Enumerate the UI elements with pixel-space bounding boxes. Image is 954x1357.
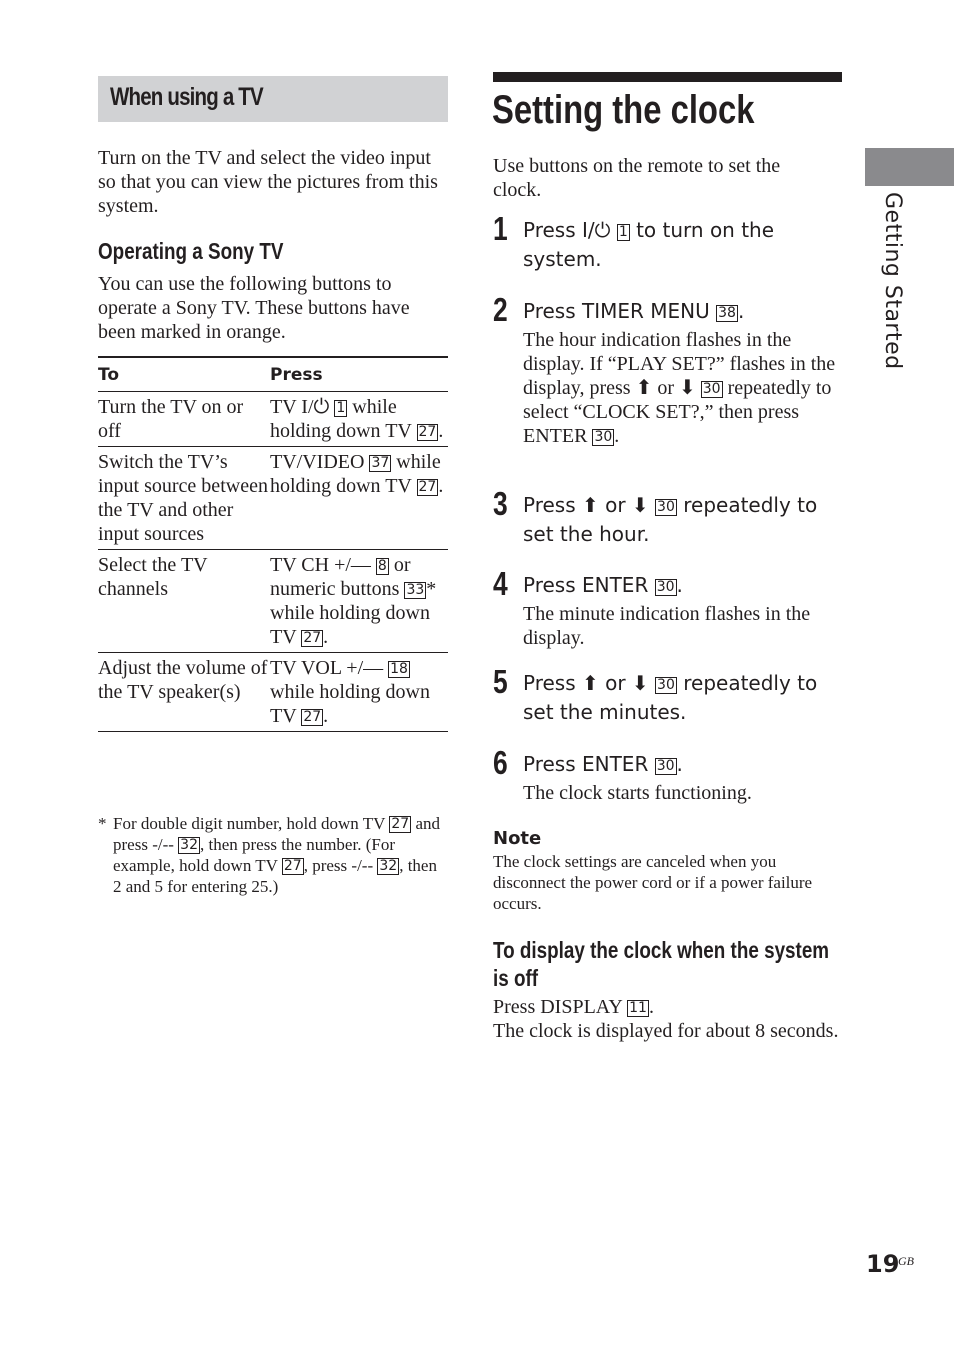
button-number-badge: 30 — [656, 758, 675, 774]
display-clock-heading: To display the clock when the system is off — [493, 937, 830, 991]
display-line-2: The clock is displayed for about 8 seconds. — [493, 1020, 839, 1042]
cell-text: TV I/⏻ — [270, 396, 335, 418]
table-header-row — [98, 357, 448, 392]
step-segment: Press I/⏻ — [523, 218, 617, 242]
step-detail: The minute indication flashes in the display. — [523, 603, 811, 649]
page-number-suffix: GB — [898, 1254, 914, 1268]
page-number: 19 — [866, 1250, 900, 1278]
cell-text: . — [323, 705, 329, 727]
step-text — [523, 297, 845, 326]
cell-to: Switch the TV’s input source between the TV and other input sources — [98, 447, 270, 550]
step-segment: repeatedly to select “CLOCK SET?,” then press ENTER — [523, 377, 832, 447]
table-row — [98, 447, 448, 550]
cell-to: Adjust the volume of the TV speaker(s) — [98, 653, 270, 732]
step-4 — [493, 565, 845, 650]
cell-text: . — [438, 420, 444, 442]
step-text — [523, 750, 845, 779]
cell-press — [270, 550, 448, 653]
table-row — [98, 392, 448, 447]
button-number-badge: 27 — [418, 479, 437, 495]
step-3 — [493, 485, 845, 549]
step-segment: . — [676, 752, 683, 776]
page-title: Setting the clock — [492, 88, 755, 132]
step-text — [523, 571, 845, 600]
button-number-badge: 11 — [629, 1000, 647, 1016]
display-segment: . — [648, 996, 654, 1018]
cell-text: while holding down TV — [270, 396, 417, 442]
tv-controls-table — [98, 356, 448, 732]
step-segment: The hour indication flashes in the display. If “PLAY SET?” flashes in the display, press ⬆ or ⬇ — [523, 329, 836, 399]
chapter-label: Getting Started — [880, 192, 905, 370]
cell-text: . — [438, 475, 444, 497]
footnote-segment: For double digit number, hold down TV — [113, 814, 390, 833]
cell-text: or numeric buttons — [270, 554, 411, 600]
note-heading: Note — [493, 828, 542, 849]
step-segment: . — [676, 573, 683, 597]
display-segment: Press DISPLAY — [493, 996, 628, 1018]
button-number-badge: 32 — [379, 858, 398, 874]
step-1 — [493, 210, 845, 274]
cell-text: while holding down TV — [270, 681, 430, 727]
cell-press — [270, 392, 448, 447]
intro-paragraph: Turn on the TV and select the video input so that you can view the pictures from this system. — [98, 147, 438, 217]
chapter-tab — [865, 148, 954, 186]
step-text — [523, 669, 845, 727]
step-6 — [493, 744, 845, 805]
subsection-paragraph: You can use the following buttons to operate a Sony TV. These buttons have been marked in orange. — [98, 273, 410, 343]
button-number-badge: 18 — [390, 661, 408, 677]
button-number-badge: 30 — [657, 499, 675, 515]
cell-text: TV CH +/— — [270, 554, 376, 576]
button-number-badge: 30 — [657, 677, 675, 693]
note-text: The clock settings are canceled when you disconnect the power cord or if a power failure occurs. — [493, 852, 813, 913]
step-segment: Press ⬆ or ⬇ — [523, 671, 656, 695]
step-text — [523, 216, 845, 274]
footnote-text — [113, 813, 448, 897]
button-number-badge: 27 — [303, 709, 322, 725]
button-number-badge: 27 — [283, 858, 302, 874]
step-segment: Press ENTER — [523, 573, 655, 597]
column-header-press: Press — [270, 357, 448, 392]
step-segment: Press ENTER — [523, 752, 655, 776]
step-segment: to turn on the system. — [523, 218, 775, 271]
button-number-badge: 30 — [702, 381, 721, 397]
clock-intro: Use buttons on the remote to set the clock. — [493, 155, 781, 201]
step-detail: The clock starts functioning. — [523, 782, 752, 804]
step-detail — [523, 328, 845, 448]
cell-text: while holding down TV — [270, 451, 441, 497]
cell-press — [270, 653, 448, 732]
step-text — [523, 491, 845, 549]
cell-text: . — [323, 626, 329, 648]
step-segment: . — [737, 299, 745, 323]
footnote — [98, 813, 448, 897]
button-number-badge: 1 — [618, 224, 628, 240]
cell-text: * while holding down TV — [270, 578, 437, 648]
step-number: 2 — [493, 291, 508, 328]
cell-text: TV VOL +/— — [270, 657, 389, 679]
step-segment: repeatedly to set the hour. — [523, 493, 818, 546]
step-2 — [493, 291, 845, 448]
column-header-to: To — [98, 357, 270, 392]
section-header-bar — [98, 76, 448, 122]
button-number-badge: 27 — [418, 424, 437, 440]
step-number: 6 — [493, 744, 508, 781]
button-number-badge: 37 — [371, 455, 390, 471]
button-number-badge: 32 — [180, 837, 198, 853]
cell-to: Select the TV channels — [98, 550, 270, 653]
step-number: 5 — [493, 663, 508, 700]
step-number: 4 — [493, 565, 508, 602]
table-row — [98, 653, 448, 732]
subsection-title: Operating a Sony TV — [98, 238, 284, 264]
button-number-badge: 1 — [336, 400, 346, 416]
cell-press — [270, 447, 448, 550]
button-number-badge: 27 — [391, 816, 410, 832]
cell-text: TV/VIDEO — [270, 451, 370, 473]
button-number-badge: 38 — [718, 305, 736, 321]
cell-to: Turn the TV on or off — [98, 392, 270, 447]
footnote-segment: , then press the number. (For example, hold down TV — [113, 835, 395, 875]
step-segment: . — [614, 425, 620, 447]
footnote-marker: * — [98, 814, 107, 833]
button-number-badge: 30 — [656, 579, 675, 595]
step-5 — [493, 663, 845, 727]
step-number: 1 — [493, 210, 508, 247]
button-number-badge: 30 — [594, 429, 613, 445]
footnote-segment: and press -/-- — [113, 814, 440, 854]
button-number-badge: 33 — [406, 582, 425, 598]
step-segment: repeatedly to set the minutes. — [523, 671, 818, 724]
footnote-segment: , press -/-- — [303, 856, 378, 875]
display-clock-text — [493, 995, 843, 1043]
step-segment: Press TIMER MENU — [523, 299, 717, 323]
title-rule — [493, 72, 842, 82]
display-line-1 — [493, 995, 843, 1019]
step-number: 3 — [493, 485, 508, 522]
footnote-segment: , then 2 and 5 for entering 25.) — [113, 856, 437, 896]
table-row — [98, 550, 448, 653]
button-number-badge: 8 — [377, 558, 387, 574]
section-title: When using a TV — [110, 83, 263, 111]
step-segment: Press ⬆ or ⬇ — [523, 493, 656, 517]
button-number-badge: 27 — [303, 630, 322, 646]
